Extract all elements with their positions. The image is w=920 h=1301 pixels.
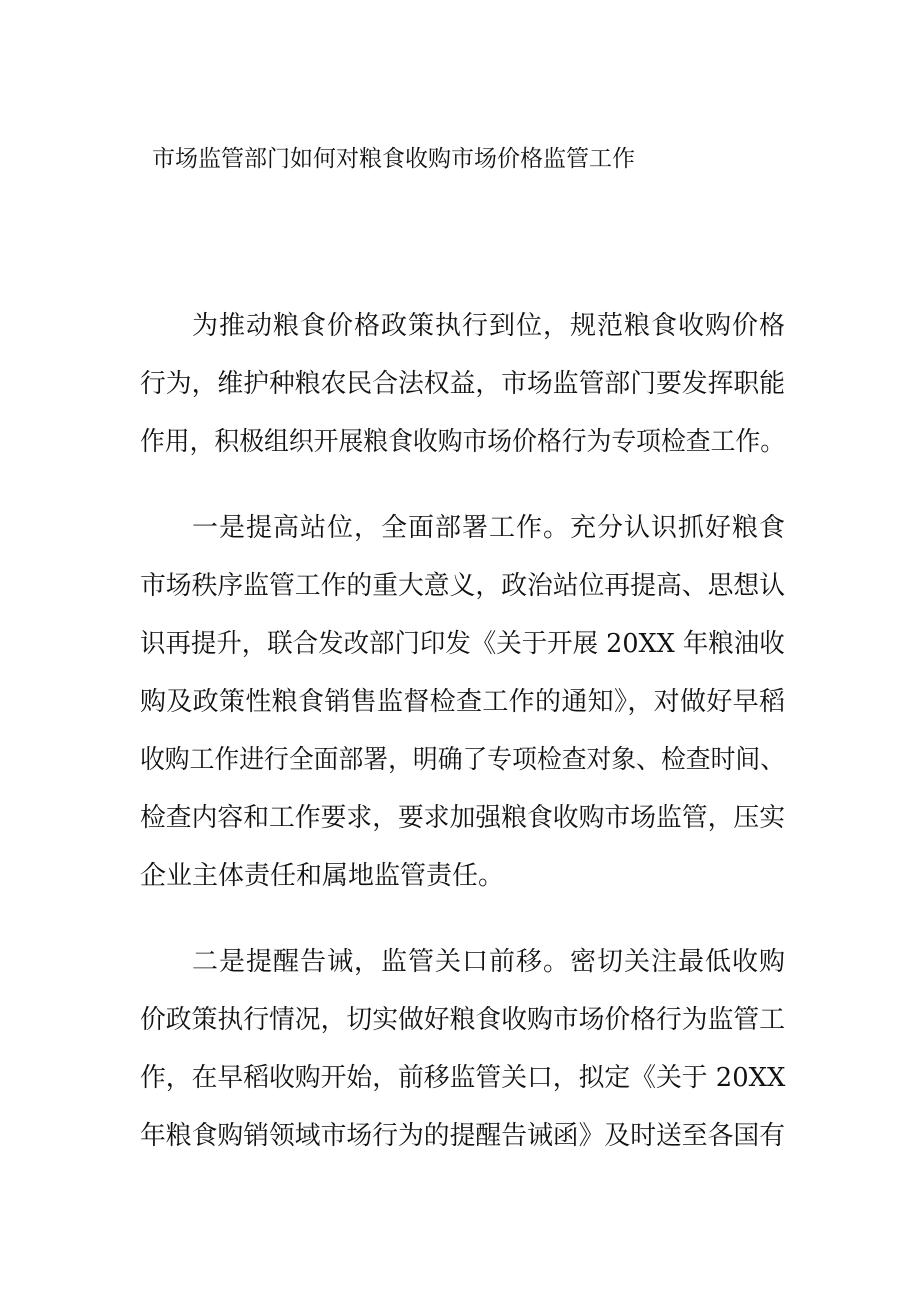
paragraph-line: 收购工作进行全面部署，明确了专项检查对象、检查时间、 <box>140 745 786 775</box>
paragraph-line: 价政策执行情况，切实做好粮食收购市场价格行为监管工 <box>140 1005 786 1035</box>
paragraph-line: 年粮食购销领域市场行为的提醒告诫函》及时送至各国有 <box>140 1121 786 1151</box>
paragraph-line: 一是提高站位，全面部署工作。充分认识抓好粮食 <box>192 513 787 543</box>
paragraph-line: 购及政策性粮食销售监督检查工作的通知》，对做好早稻 <box>140 687 786 717</box>
paragraph-line: 为推动粮食价格政策执行到位，规范粮食收购价格 <box>192 311 787 341</box>
document-title: 市场监管部门如何对粮食收购市场价格监管工作 <box>152 146 635 172</box>
paragraph-line: 二是提醒告诫，监管关口前移。密切关注最低收购 <box>192 947 787 977</box>
paragraph-line: 行为，维护种粮农民合法权益，市场监管部门要发挥职能 <box>140 369 786 399</box>
paragraph-line: 检查内容和工作要求，要求加强粮食收购市场监管，压实 <box>140 803 786 833</box>
paragraph-line: 企业主体责任和属地监管责任。 <box>140 861 505 891</box>
paragraph-line: 作用，积极组织开展粮食收购市场价格行为专项检查工作。 <box>140 427 786 457</box>
paragraph-line: 作，在早稻收购开始，前移监管关口，拟定《关于 20XX <box>140 1063 786 1093</box>
paragraph-line: 识再提升，联合发改部门印发《关于开展 20XX 年粮油收 <box>140 629 785 659</box>
paragraph-line: 市场秩序监管工作的重大意义，政治站位再提高、思想认 <box>140 571 786 601</box>
